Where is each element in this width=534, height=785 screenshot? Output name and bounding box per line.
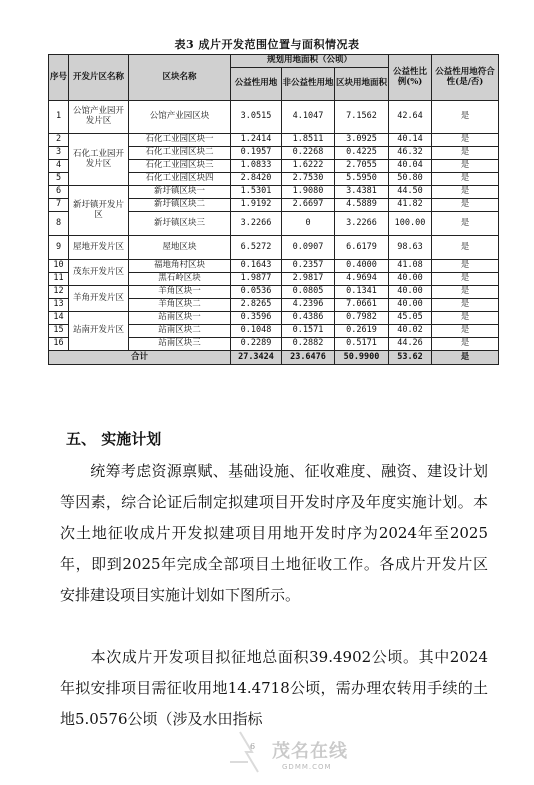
block-area-value: 0.4000 [335,260,389,273]
table-row [49,286,499,299]
public-ratio-value: 40.02 [389,325,432,338]
public-land-value: 0.0536 [231,286,282,299]
nonpublic-land-value: 0.2268 [282,147,335,160]
block-name: 石化工业园区块二 [129,147,231,160]
block-area-value: 4.9694 [335,273,389,286]
block-name: 新圩镇区块二 [129,199,231,212]
block-area-value: 3.4381 [335,186,389,199]
block-name: 站南区块一 [129,312,231,325]
row-seq: 1 [49,101,69,134]
header-seq: 序号 [49,55,69,101]
nonpublic-land-value: 2.9817 [282,273,335,286]
header-public-ratio: 公益性比例(%) [389,55,432,101]
block-area-value: 0.2619 [335,325,389,338]
block-name: 黑石岭区块 [129,273,231,286]
table-row [49,186,499,199]
zone-name: 公馆产业园开发片区 [69,101,129,134]
public-land-value: 0.1048 [231,325,282,338]
public-ratio-value: 40.00 [389,286,432,299]
compliance-value: 是 [432,273,499,286]
table-row [49,236,499,260]
nonpublic-land-value: 0.0907 [282,236,335,260]
header-nonpublic-land: 非公益性用地 [282,68,335,101]
public-land-value: 1.0833 [231,160,282,173]
compliance-value: 是 [432,338,499,351]
public-land-value: 0.2289 [231,338,282,351]
nonpublic-land-value: 1.6222 [282,160,335,173]
compliance-value: 是 [432,160,499,173]
row-seq: 14 [49,312,69,325]
total-label: 合计 [49,351,231,365]
block-name: 石化工业园区块四 [129,173,231,186]
public-ratio-value: 44.26 [389,338,432,351]
row-seq: 16 [49,338,69,351]
header-block-name: 区块名称 [129,55,231,101]
header-compliance: 公益性用地符合性(是/否) [432,55,499,101]
block-name: 新圩镇区块三 [129,212,231,236]
row-seq: 11 [49,273,69,286]
compliance-value: 是 [432,147,499,160]
public-ratio-value: 45.05 [389,312,432,325]
total-public-land: 27.3424 [231,351,282,365]
page-number: 6 [250,742,256,751]
public-ratio-value: 100.00 [389,212,432,236]
row-seq: 12 [49,286,69,299]
block-area-value: 3.2266 [335,212,389,236]
nonpublic-land-value: 4.2396 [282,299,335,312]
public-land-value: 6.5272 [231,236,282,260]
header-planned-area: 规划用地面积（公顷） [231,55,389,68]
block-name: 羊角区块二 [129,299,231,312]
compliance-value: 是 [432,286,499,299]
public-land-value: 1.5301 [231,186,282,199]
public-land-value: 0.1643 [231,260,282,273]
public-ratio-value: 41.82 [389,199,432,212]
public-land-value: 0.3596 [231,312,282,325]
compliance-value: 是 [432,173,499,186]
row-seq: 8 [49,212,69,236]
block-name: 新圩镇区块一 [129,186,231,199]
block-area-value: 0.4225 [335,147,389,160]
zone-name: 羊角开发片区 [69,286,129,312]
nonpublic-land-value: 4.1047 [282,101,335,134]
compliance-value: 是 [432,212,499,236]
public-ratio-value: 40.00 [389,273,432,286]
block-area-value: 0.7982 [335,312,389,325]
row-seq: 10 [49,260,69,273]
row-seq: 13 [49,299,69,312]
public-land-value: 1.9192 [231,199,282,212]
public-land-value: 3.0515 [231,101,282,134]
block-area-value: 0.5171 [335,338,389,351]
table-row [49,312,499,325]
nonpublic-land-value: 0 [282,212,335,236]
nonpublic-land-value: 0.1571 [282,325,335,338]
header-block-area: 区块用地面积 [335,68,389,101]
compliance-value: 是 [432,299,499,312]
row-seq: 3 [49,147,69,160]
compliance-value: 是 [432,101,499,134]
row-seq: 4 [49,160,69,173]
table-caption: 表3 成片开发范围位置与面积情况表 [174,38,360,51]
block-area-value: 0.1341 [335,286,389,299]
row-seq: 7 [49,199,69,212]
zone-name: 茂东开发片区 [69,260,129,286]
table-total-row [49,351,499,365]
table-row [49,260,499,273]
total-compliance: 是 [432,351,499,365]
nonpublic-land-value: 1.8511 [282,134,335,147]
nonpublic-land-value: 2.7530 [282,173,335,186]
public-land-value: 0.1957 [231,147,282,160]
compliance-value: 是 [432,312,499,325]
public-land-value: 2.8420 [231,173,282,186]
zone-name: 屋地开发片区 [69,236,129,260]
total-public-ratio: 53.62 [389,351,432,365]
watermark-url: GDMM.COM [282,763,332,771]
table-row [49,101,499,134]
block-name: 羊角区块一 [129,286,231,299]
row-seq: 2 [49,134,69,147]
nonpublic-land-value: 2.6697 [282,199,335,212]
land-area-table [48,54,499,365]
compliance-value: 是 [432,186,499,199]
nonpublic-land-value: 0.2882 [282,338,335,351]
row-seq: 5 [49,173,69,186]
block-area-value: 6.6179 [335,236,389,260]
public-ratio-value: 98.63 [389,236,432,260]
public-ratio-value: 44.50 [389,186,432,199]
public-land-value: 2.8265 [231,299,282,312]
nonpublic-land-value: 1.9080 [282,186,335,199]
row-seq: 9 [49,236,69,260]
public-ratio-value: 50.80 [389,173,432,186]
public-ratio-value: 40.04 [389,160,432,173]
header-area-name: 开发片区名称 [69,55,129,101]
public-ratio-value: 40.14 [389,134,432,147]
paragraph-area-text: 本次成片开发项目拟征地总面积39.4902公顷。其中2024年拟安排项目需征收用地14.4718公顷，需办理农转用手续的土地5.0576公顷（涉及水田指标 [60,648,488,728]
total-block-area: 50.9900 [335,351,389,365]
nonpublic-land-value: 0.4386 [282,312,335,325]
compliance-value: 是 [432,325,499,338]
block-name: 屋地区块 [129,236,231,260]
public-land-value: 1.9877 [231,273,282,286]
block-name: 站南区块二 [129,325,231,338]
nonpublic-land-value: 0.2357 [282,260,335,273]
block-name: 福地角村区块 [129,260,231,273]
public-ratio-value: 46.32 [389,147,432,160]
block-name: 站南区块三 [129,338,231,351]
block-area-value: 2.7055 [335,160,389,173]
table-row [49,134,499,147]
section-heading: 五、 实施计划 [66,430,162,448]
zone-name: 站南开发片区 [69,312,129,351]
nonpublic-land-value: 0.0805 [282,286,335,299]
public-ratio-value: 40.00 [389,299,432,312]
zone-name: 新圩镇开发片区 [69,186,129,236]
block-area-value: 7.1562 [335,101,389,134]
row-seq: 6 [49,186,69,199]
compliance-value: 是 [432,260,499,273]
public-ratio-value: 41.08 [389,260,432,273]
public-land-value: 3.2266 [231,212,282,236]
zone-name: 石化工业园开发片区 [69,134,129,186]
compliance-value: 是 [432,236,499,260]
public-land-value: 1.2414 [231,134,282,147]
block-name: 石化工业园区块一 [129,134,231,147]
block-area-value: 7.0661 [335,299,389,312]
paragraph-plan [60,456,488,611]
block-area-value: 4.5889 [335,199,389,212]
block-name: 石化工业园区块三 [129,160,231,173]
header-public-land: 公益性用地 [231,68,282,101]
block-name: 公馆产业园区块 [129,101,231,134]
public-ratio-value: 42.64 [389,101,432,134]
compliance-value: 是 [432,134,499,147]
watermark-text: 茂名在线 [272,741,348,762]
row-seq: 15 [49,325,69,338]
compliance-value: 是 [432,199,499,212]
total-nonpublic-land: 23.6476 [282,351,335,365]
block-area-value: 5.5950 [335,173,389,186]
paragraph-plan-text: 统筹考虑资源禀赋、基础设施、征收难度、融资、建设计划等因素，综合论证后制定拟建项目开发时序及年度实施计划。本次土地征收成片开发拟建项目用地开发时序为2024年至2025年，即到2025年完成全部项目土地征收工作。各成片开发片区安排建设项目实施计划如下图所示。 [60,462,488,604]
block-area-value: 3.0925 [335,134,389,147]
